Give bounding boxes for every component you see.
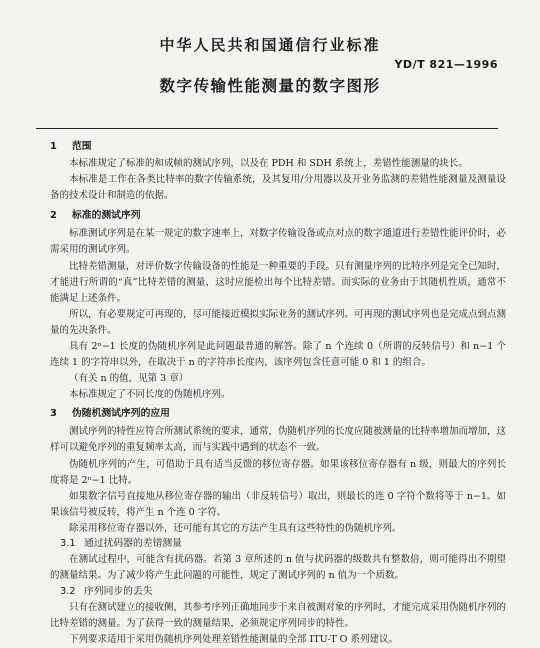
paragraph: 在测试过程中，可能含有扰码器。若第 3 章所述的 n 值与扰码器的级数共有整数倍，则可能得出不期望的测量结果。为了减少将产生此问题的可能性，规定了测试序列的 n 值为一个质数。 xyxy=(50,554,506,581)
paragraph: 下列要求适用于采用伪随机序列处理差错性能测量的全部 ITU-T O 系列建议。 xyxy=(69,634,398,645)
paragraph: 测试序列的特性应符合所测试系统的要求，通常，伪随机序列的长度应随被测量的比特率增加而增加，这样可以避免序列的重复频率太高，而与实践中遇到的状态不一致。 xyxy=(50,426,507,453)
paragraph: 伪随机序列的产生，可借助于具有适当反馈的移位寄存器。如果该移位寄存器有 n 级，则最大的序列长度将是 2ⁿ−1 比特。 xyxy=(50,459,506,486)
subsection-heading: 3.1 通过扰码器的差错测量 xyxy=(60,538,182,549)
subsection-heading: 3.2 序列同步的丢失 xyxy=(60,586,153,597)
issuing-organization: 中华人民共和国通信行业标准 xyxy=(159,36,381,54)
section-heading: 3 伪随机测试序列的应用 xyxy=(50,408,170,419)
paragraph: 本标准规定了不同长度的伪随机序列。 xyxy=(69,389,231,400)
section-heading: 1 范围 xyxy=(50,141,92,152)
paragraph: 如果数字信号直接地从移位寄存器的输出（非反转信号）取出，则最长的连 0 字符个数将等于 n−1。如果该信号被反转，将产生 n 个连 0 字符。 xyxy=(50,491,506,518)
standard-number: YD/T 821—1996 xyxy=(394,58,498,71)
header-divider xyxy=(36,128,498,129)
section-heading: 2 标准的测试序列 xyxy=(50,210,141,221)
paragraph: 标准测试序列是在某一规定的数字速率上，对数字传输设备或点对点的数字通道进行差错性能评价时，必需采用的测试序列。 xyxy=(50,228,507,255)
paragraph: 本标准规定了标准的和成帧的测试序列，以及在 PDH 和 SDH 系统上，差错性能测量的块长。 xyxy=(69,158,468,169)
paragraph: 本标准是工作在各类比特率的数字传输系统，及其复用/分用器以及开业务监测的差错性能测量及测量设备的技术设计和制造的依据。 xyxy=(50,174,506,201)
document-title: 数字传输性能测量的数字图形 xyxy=(159,77,381,95)
paragraph: 具有 2ⁿ−1 长度的伪随机序列是此问题最普通的解答。除了 n 个连续 0（所谓的反转信号）和 n−1 个连续 1 的字符串以外，在取决于 n 的字符串长度内，该序列包含任意可能 0 和 1 的组合。 xyxy=(50,341,506,368)
paragraph: （有关 n 的值，见第 3 章） xyxy=(69,373,189,384)
paragraph: 所以，有必要规定可再现的，尽可能接近模拟实际业务的测试序列。可再现的测试序列也是完成点到点测量的先决条件。 xyxy=(50,309,507,336)
paragraph: 除采用移位寄存器以外，还可能有其它的方法产生具有这些特性的伪随机序列。 xyxy=(69,523,402,534)
paragraph: 比特差错测量，对评价数字传输设备的性能是一种重要的手段。只有测量序列的比特序列是完全已知时，才能进行所谓的“真”比特差错的测量，这时应能检出每个比特差错。而实际的业务由于其随机性质，通常不能满足上述条件。 xyxy=(50,261,507,304)
paragraph: 只有在测试建立的接收侧，其参考序列正确地同步于来自被测对象的序列时，才能完成采用伪随机序列的比特差错的测量。为了获得一致的测量结果，必须规定序列同步的特性。 xyxy=(50,602,507,629)
